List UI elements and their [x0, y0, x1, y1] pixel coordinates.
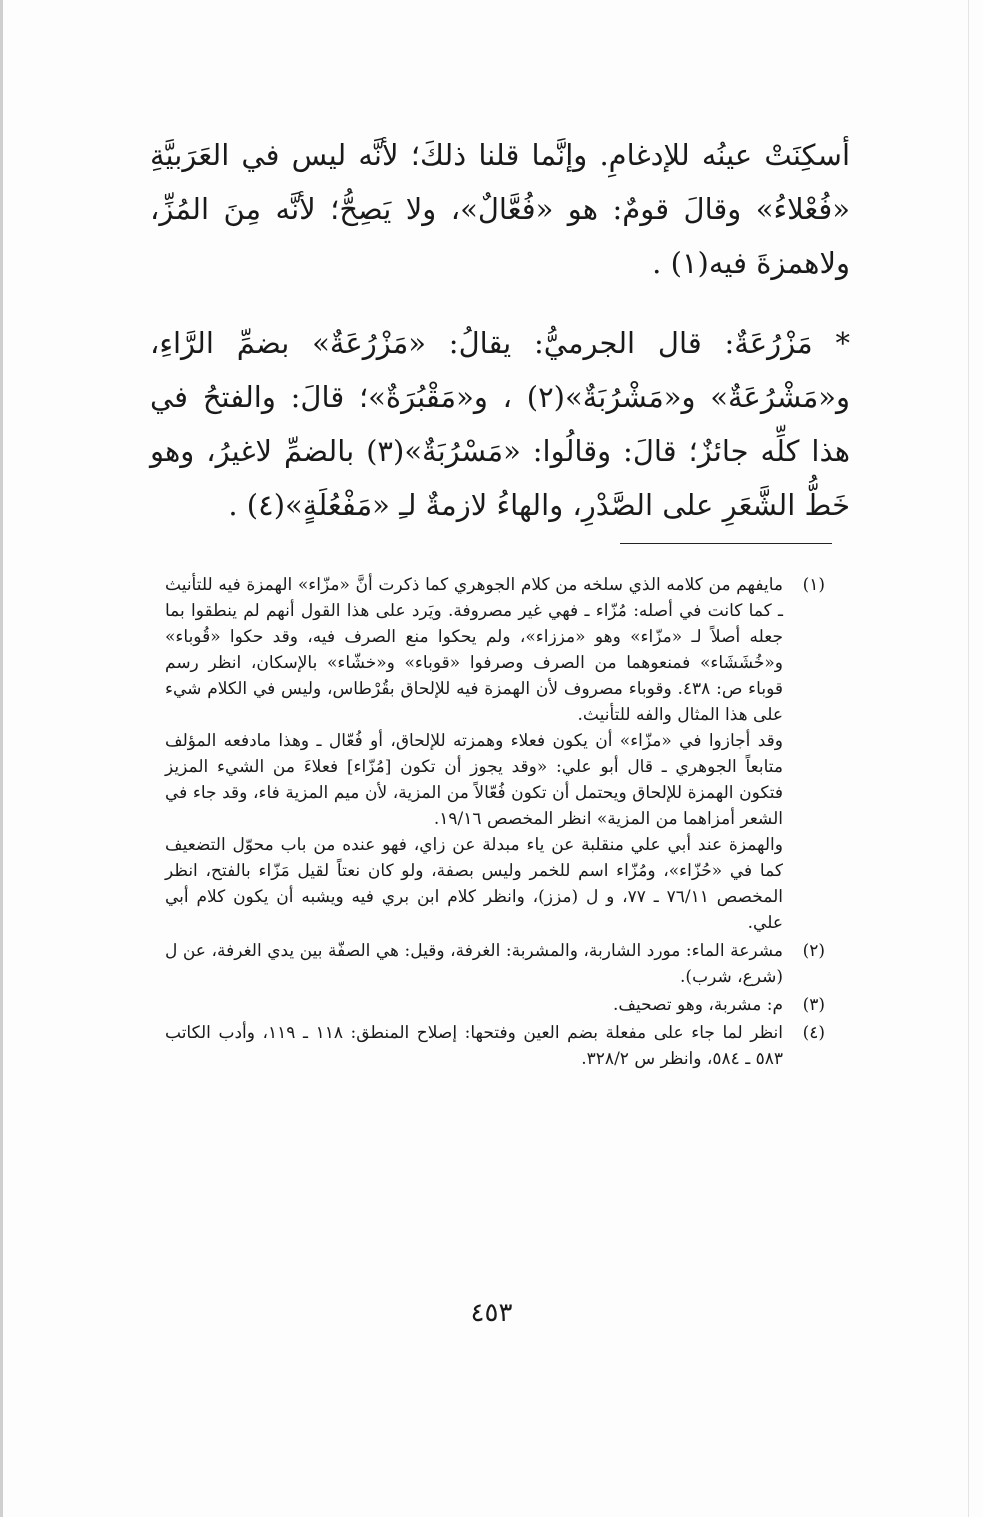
footnote-text	[165, 1020, 783, 1072]
footnote-paragraph: م: مشربة، وهو تصحيف.	[613, 995, 783, 1015]
footnote-paragraph: والهمزة عند أبي علي منقلبة عن ياء مبدلة عن زاي، فهو عنده من باب محوّل التضعيف كما في «حُزّاء»، ومُزّاء اسم للخمر وليس بصفة، ولو كان نعتاً لقيل مَزّاء بالفتح، انظر المخصص ٧٦/١١ ـ ٧٧، و ل (مزز)، وانظر كلام ابن بري فيه ويشبه أن يكون كلام أبي علي.	[165, 835, 783, 933]
scan-edge-right	[968, 0, 969, 1517]
footnote-number: (١)	[802, 575, 825, 595]
footnote-2	[165, 938, 825, 990]
main-text	[150, 128, 850, 532]
scan-edge-left	[0, 0, 3, 1517]
page-number: ٤٥٣	[470, 1298, 513, 1328]
footnote-number: (٢)	[802, 941, 825, 961]
footnote-4	[165, 1020, 825, 1072]
footnote-text	[165, 992, 783, 1018]
footnotes	[165, 572, 825, 1074]
footnote-number: (٤)	[802, 1023, 825, 1043]
footnote-paragraph: انظر لما جاء على مفعلة بضم العين وفتحها: إصلاح المنطق: ١١٨ ـ ١١٩، وأدب الكاتب ٥٨٣ ـ ٥٨٤، وانظر س ٣٢٨/٢.	[165, 1023, 783, 1069]
footnote-separator	[620, 543, 832, 544]
footnote-paragraph: مايفهم من كلامه الذي سلخه من كلام الجوهري كما ذكرت أنَّ «مزّاء» الهمزة فيه للتأنيث ـ كما كانت في أصله: مُزّاء ـ فهي غير مصروفة. ويَرد على هذا القول أنهم لم ينطقوا بما جعله أصلاً لـ «مزّاء» وهو «مززاء»، ولم يحكوا منع الصرف فيه، وقد حكوا «قُوباء» و«خُشَشَاء» فمنعوهما من الصرف وصرفوا «قوباء» و«خشّاء» بالإسكان، انظر رسم قوباء ص: ٤٣٨. وقوباء مصروف لأن الهمزة فيه للإلحاق بقُرْطاس، وليس في الكلام شيء على هذا المثال والفه للتأنيث.	[165, 575, 783, 725]
footnote-number: (٣)	[802, 995, 825, 1015]
footnote-paragraph: وقد أجازوا في «مزّاء» أن يكون فعلاء وهمزته للإلحاق، أو فُعّال ـ وهذا مادفعه المؤلف متابعاً الجوهري ـ قال أبو علي: «وقد يجوز أن تكون [مُزّاء] فعلاءَ من الشيء المزيز فتكون الهمزة للإلحاق ويحتمل أن تكون فُعّالاً من المزية، لأن ميم المزية فاء، وقد جاء في الشعر أمزاهما من المزية» انظر المخصص ١٩/١٦.	[165, 731, 783, 829]
footnote-text	[165, 572, 783, 936]
footnote-text	[165, 938, 783, 990]
main-paragraph-1: أسكِنَتْ عينُه للإدغامِ. وإنَّما قلنا ذلكَ؛ لأنَّه ليس في العَرَبيَّةِ «فُعْلاءُ» وقالَ قومٌ: هو «فُعَّالٌ»، ولا يَصِحُّ؛ لأنَّه مِنَ المُزِّ، ولاهمزةَ فيه(١) .	[150, 138, 850, 280]
footnote-3	[165, 992, 825, 1018]
footnote-1	[165, 572, 825, 936]
main-paragraph-2: * مَزْرُعَةٌ: قال الجرميُّ: يقالُ: «مَزْرُعَةٌ» بضمِّ الرَّاءِ، و«مَشْرُعَةٌ» و«مَشْرُبَةٌ»(٢) ، و«مَقْبُرَةٌ»؛ قالَ: والفتحُ في هذا كلِّه جائزٌ؛ قالَ: وقالُوا: «مَسْرُبَةٌ»(٣) بالضمِّ لاغيرُ، وهو خَطُّ الشَّعَرِ على الصَّدْرِ، والهاءُ لازمةٌ لـِ «مَفْعُلَةٍ»(٤) .	[150, 326, 850, 522]
footnote-paragraph: مشرعة الماء: مورد الشاربة، والمشربة: الغرفة، وقيل: هي الصفّة بين يدي الغرفة، عن ل (شرع، شرب).	[165, 941, 783, 987]
